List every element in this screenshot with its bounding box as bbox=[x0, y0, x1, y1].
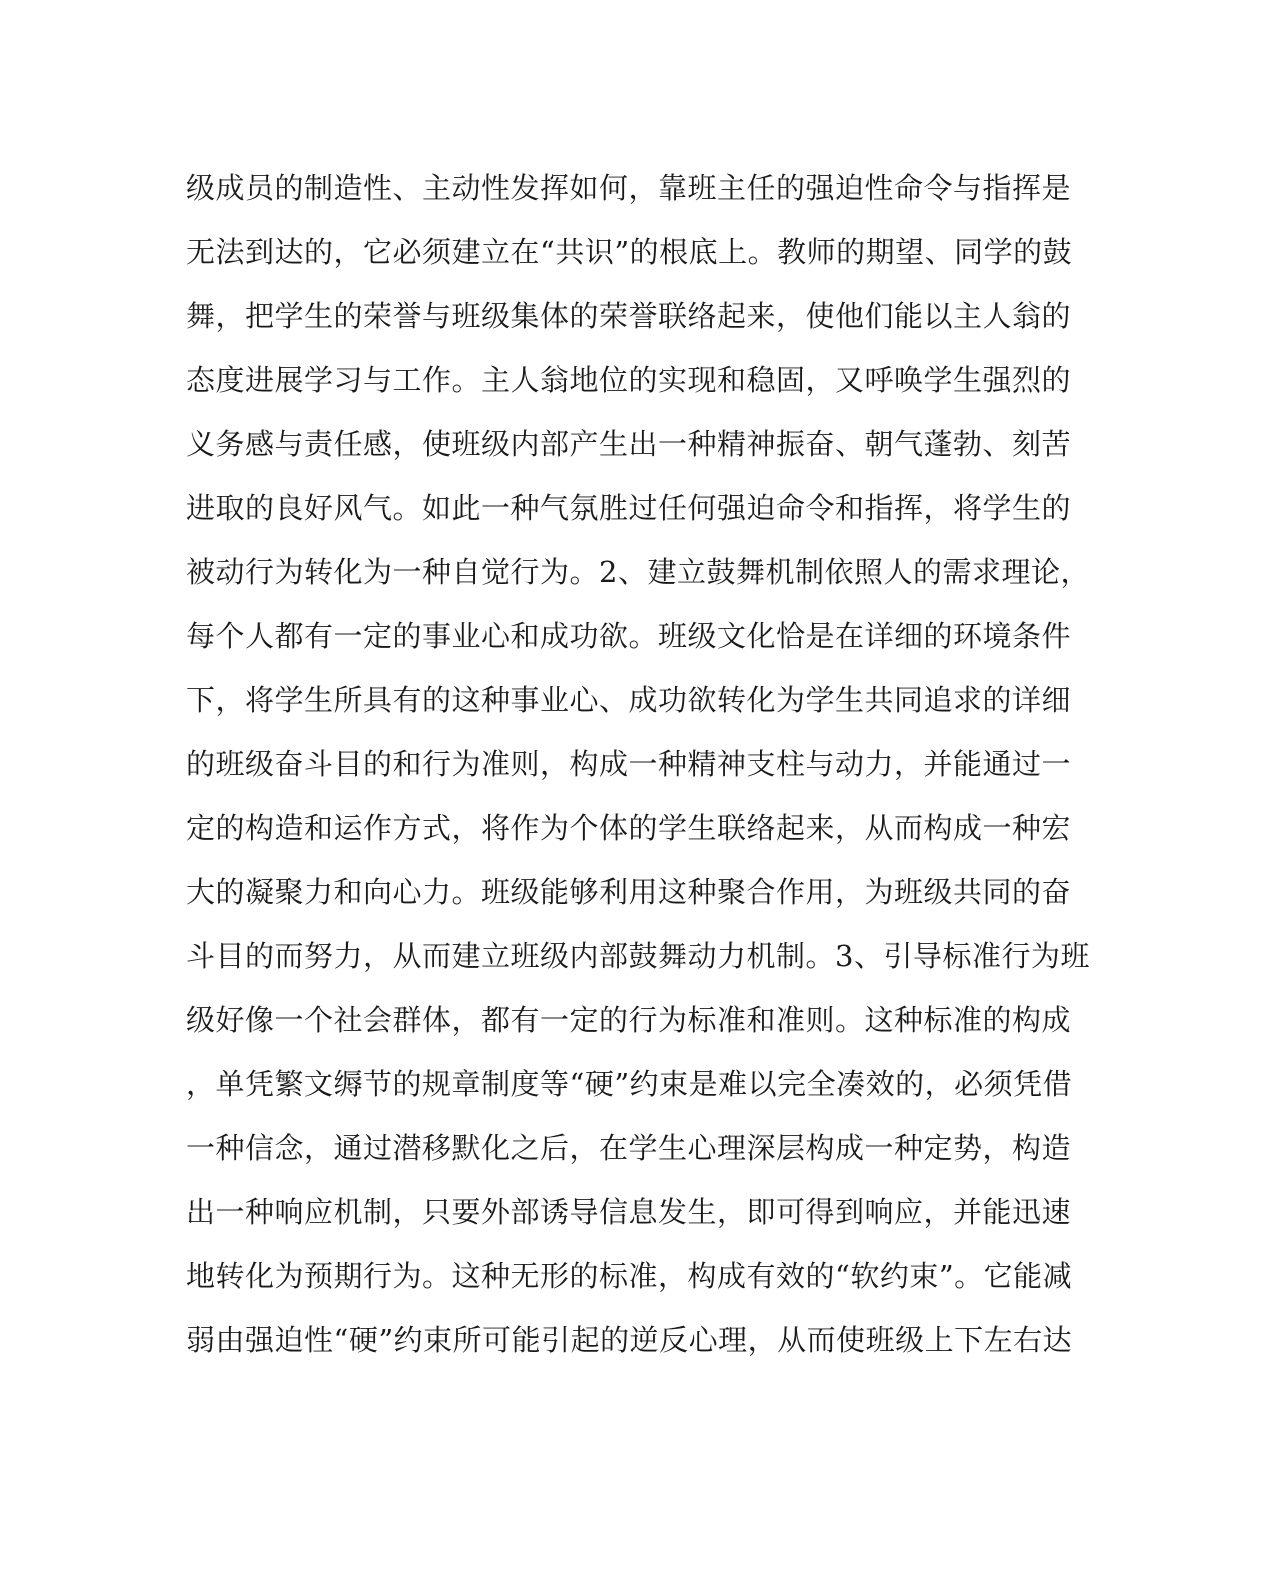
text-line-19: 弱由强迫性“硬”约束所可能引起的逆反心理，从而使班级上下左右达 bbox=[186, 1323, 1073, 1357]
text-line-13: 斗目的而努力，从而建立班级内部鼓舞动力机制。3、引导标准行为班 bbox=[186, 939, 1090, 973]
text-line-1: 级成员的制造性、主动性发挥如何，靠班主任的强迫性命令与指挥是 bbox=[186, 171, 1072, 205]
text-line-4: 态度进展学习与工作。主人翁地位的实现和稳固，又呼唤学生强烈的 bbox=[186, 363, 1072, 397]
text-line-10: 的班级奋斗目的和行为准则，构成一种精神支柱与动力，并能通过一 bbox=[186, 747, 1072, 781]
text-line-8: 每个人都有一定的事业心和成功欲。班级文化恰是在详细的环境条件 bbox=[186, 619, 1072, 653]
text-line-6: 进取的良好风气。如此一种气氛胜过任何强迫命令和指挥，将学生的 bbox=[186, 491, 1072, 525]
text-line-7: 被动行为转化为一种自觉行为。2、建立鼓舞机制依照人的需求理论， bbox=[186, 555, 1090, 589]
text-line-11: 定的构造和运作方式，将作为个体的学生联络起来，从而构成一种宏 bbox=[186, 811, 1072, 845]
text-line-18: 地转化为预期行为。这种无形的标准，构成有效的“软约束”。它能减 bbox=[186, 1259, 1073, 1293]
text-line-16: 一种信念，通过潜移默化之后，在学生心理深层构成一种定势，构造 bbox=[186, 1131, 1072, 1165]
text-line-17: 出一种响应机制，只要外部诱导信息发生，即可得到响应，并能迅速 bbox=[186, 1195, 1072, 1229]
text-line-14: 级好像一个社会群体，都有一定的行为标准和准则。这种标准的构成 bbox=[186, 1003, 1072, 1037]
text-line-9: 下，将学生所具有的这种事业心、成功欲转化为学生共同追求的详细 bbox=[186, 683, 1072, 717]
text-line-12: 大的凝聚力和向心力。班级能够利用这种聚合作用，为班级共同的奋 bbox=[186, 875, 1072, 909]
body-text bbox=[186, 156, 1090, 1372]
text-line-3: 舞，把学生的荣誉与班级集体的荣誉联络起来，使他们能以主人翁的 bbox=[186, 299, 1072, 333]
text-line-15: ，单凭繁文缛节的规章制度等“硬”约束是难以完全凑效的，必须凭借 bbox=[186, 1067, 1073, 1101]
text-line-5: 义务感与责任感，使班级内部产生出一种精神振奋、朝气蓬勃、刻苦 bbox=[186, 427, 1072, 461]
text-line-2: 无法到达的，它必须建立在“共识”的根底上。教师的期望、同学的鼓 bbox=[186, 235, 1073, 269]
